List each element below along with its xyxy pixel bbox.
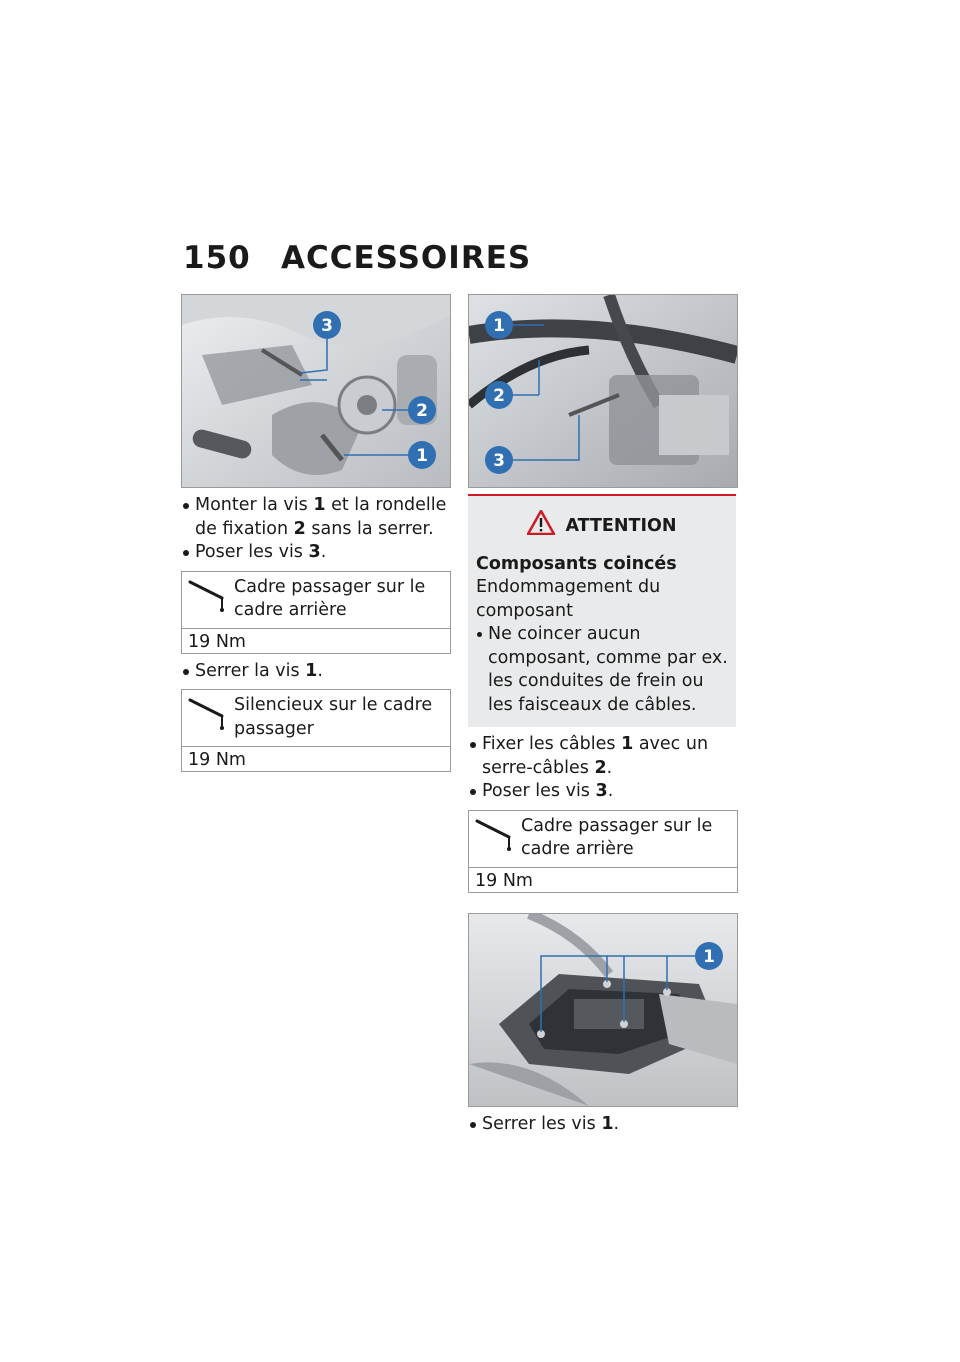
warning-consequence: Endommagement du composant (476, 577, 661, 621)
torque-description: Cadre passager sur le cadre arrière (521, 815, 713, 859)
torque-box (468, 810, 738, 893)
step-item: Serrer la vis 1. (181, 660, 451, 684)
warning-box (468, 494, 736, 727)
torque-box (181, 689, 451, 772)
torque-description: Cadre passager sur le cadre arrière (234, 576, 426, 620)
callout-1: 1 (493, 316, 505, 336)
torque-value: 19 Nm (475, 870, 533, 891)
figure-passenger-frame (468, 913, 738, 1107)
page-number: 150 (183, 240, 251, 276)
step-list-3 (468, 733, 738, 804)
torque-description: Silencieux sur le cadre passager (234, 695, 433, 739)
figure-cable-routing (468, 294, 738, 488)
page-header (183, 240, 531, 276)
warning-subtitle: Composants coincés (476, 553, 677, 574)
torque-wrench-icon (188, 694, 234, 742)
torque-value: 19 Nm (188, 750, 246, 770)
figure-exhaust-mount (181, 294, 451, 488)
step-item: Poser les vis 3. (181, 541, 451, 565)
torque-box (181, 571, 451, 654)
step-item: Monter la vis 1 et la rondelle de fixation 2 sans la serrer. (181, 494, 451, 541)
callout-2: 2 (493, 386, 505, 406)
warning-triangle-icon (527, 510, 565, 543)
step-item: Fixer les câbles 1 avec un serre-câbles 2. (468, 733, 738, 780)
callout-2: 2 (416, 401, 428, 421)
warning-item: Ne coincer aucun composant, comme par ex. les conduites de frein ou les faisceaux de câbles. (476, 623, 728, 717)
torque-wrench-icon (188, 576, 234, 624)
warning-list (476, 623, 728, 717)
callout-1: 1 (703, 946, 715, 967)
callout-1: 1 (416, 446, 428, 466)
callout-3: 3 (321, 316, 333, 336)
left-column (181, 294, 451, 776)
step-list-1 (181, 494, 451, 565)
warning-title: ATTENTION (565, 515, 677, 536)
step-item: Serrer les vis 1. (468, 1113, 738, 1137)
torque-value: 19 Nm (188, 631, 246, 652)
chapter-title: ACCESSOIRES (281, 240, 532, 276)
right-column (468, 294, 738, 1142)
step-list-2 (181, 660, 451, 684)
step-item: Poser les vis 3. (468, 780, 738, 804)
callout-3: 3 (493, 451, 505, 471)
torque-wrench-icon (475, 815, 521, 863)
step-list-4 (468, 1113, 738, 1137)
